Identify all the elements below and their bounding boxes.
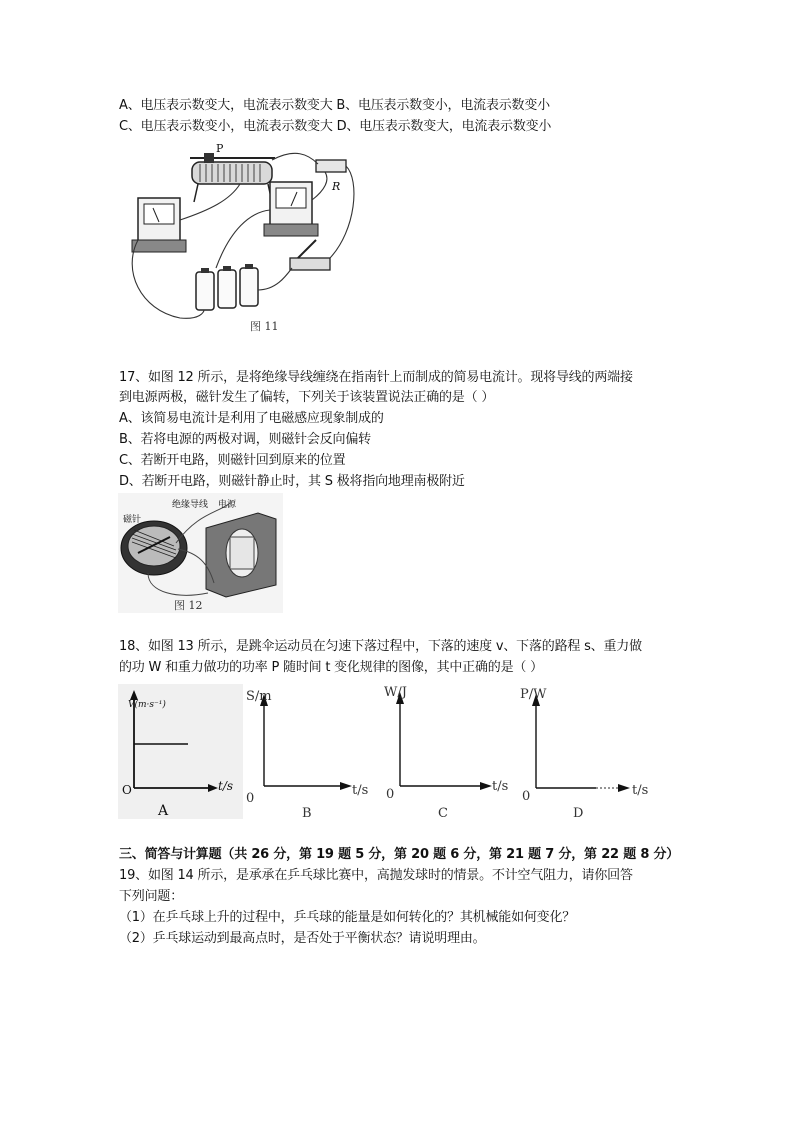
q18-stem-line-1: 18、如图 13 所示，是跳伞运动员在匀速下落过程中，下落的速度 v、下落的路程 s、重力做 xyxy=(119,639,642,654)
graph-b-origin: 0 xyxy=(246,791,255,806)
label-source: 电源 xyxy=(218,500,237,510)
graph-a xyxy=(118,684,243,819)
figure-13-graphs xyxy=(118,684,663,824)
label-needle: 磁针 xyxy=(123,515,142,525)
graph-d-origin: 0 xyxy=(522,789,531,804)
graph-b-x-axis: t/s xyxy=(352,783,369,798)
q17-option-d: D、若断开电路，则磁针静止时，其 S 极将指向地理南极附近 xyxy=(119,474,465,489)
graph-d-x-axis: t/s xyxy=(632,783,649,798)
graph-d-letter: D xyxy=(573,806,584,821)
graph-c-letter: C xyxy=(438,806,448,821)
q16-options-line-2: C、电压表示数变小，电流表示数变大 D、电压表示数变大，电流表示数变小 xyxy=(119,119,552,134)
graph-b-y-axis: S/m xyxy=(246,689,272,704)
graph-a-y-axis: V(m·s⁻¹) xyxy=(128,700,166,710)
q17-option-b: B、若将电源的两极对调，则磁针会反向偏转 xyxy=(119,432,371,447)
graph-c-x-axis: t/s xyxy=(492,779,509,794)
figure-12-caption: 图 12 xyxy=(174,599,203,612)
q17-option-a: A、该简易电流计是利用了电磁感应现象制成的 xyxy=(119,411,384,426)
q19-sub-2: （2）乒乓球运动到最高点时，是否处于平衡状态？请说明理由。 xyxy=(119,931,486,946)
q16-options-line-1: A、电压表示数变大，电流表示数变大 B、电压表示数变小，电流表示数变小 xyxy=(119,98,550,113)
q17-stem-line-2: 到电源两极，磁针发生了偏转，下列关于该装置说法正确的是（ ） xyxy=(119,390,495,405)
q17-stem-line-1: 17、如图 12 所示，是将绝缘导线缠绕在指南针上而制成的简易电流计。现将导线的两端接 xyxy=(119,370,633,385)
graph-a-origin: O xyxy=(122,783,132,797)
graph-d xyxy=(520,687,648,821)
figure-11-circuit xyxy=(120,140,380,340)
q18-stem-line-2: 的功 W 和重力做功的功率 P 随时间 t 变化规律的图像，其中正确的是（ ） xyxy=(119,660,543,675)
graph-b-letter: B xyxy=(302,806,312,821)
graph-d-y-axis: P/W xyxy=(520,687,547,702)
graph-b xyxy=(246,689,368,821)
graph-c-origin: 0 xyxy=(386,787,395,802)
graph-c xyxy=(384,685,508,821)
q19-sub-1: （1）在乒乓球上升的过程中，乒乓球的能量是如何转化的？其机械能如何变化？ xyxy=(119,910,576,925)
q19-stem-line-2: 下列问题： xyxy=(119,889,184,904)
q19-stem-line-1: 19、如图 14 所示，是承承在乒乓球比赛中，高抛发球时的情景。不计空气阻力，请你回答 xyxy=(119,868,633,883)
figure-11-caption: 图 11 xyxy=(250,320,279,333)
section-3-heading: 三、简答与计算题（共 26 分，第 19 题 5 分，第 20 题 6 分，第 21 题 7 分，第 22 题 8 分） xyxy=(119,847,680,862)
graph-a-x-axis: t/s xyxy=(218,779,234,793)
q17-option-c: C、若断开电路，则磁针回到原来的位置 xyxy=(119,453,346,468)
graph-a-letter: A xyxy=(158,803,169,819)
figure-12-galvanometer xyxy=(118,493,283,613)
label-r: R xyxy=(332,180,341,193)
label-wire: 绝缘导线 xyxy=(172,500,209,510)
label-p: P xyxy=(216,142,224,155)
graph-c-y-axis: W/J xyxy=(384,685,407,700)
